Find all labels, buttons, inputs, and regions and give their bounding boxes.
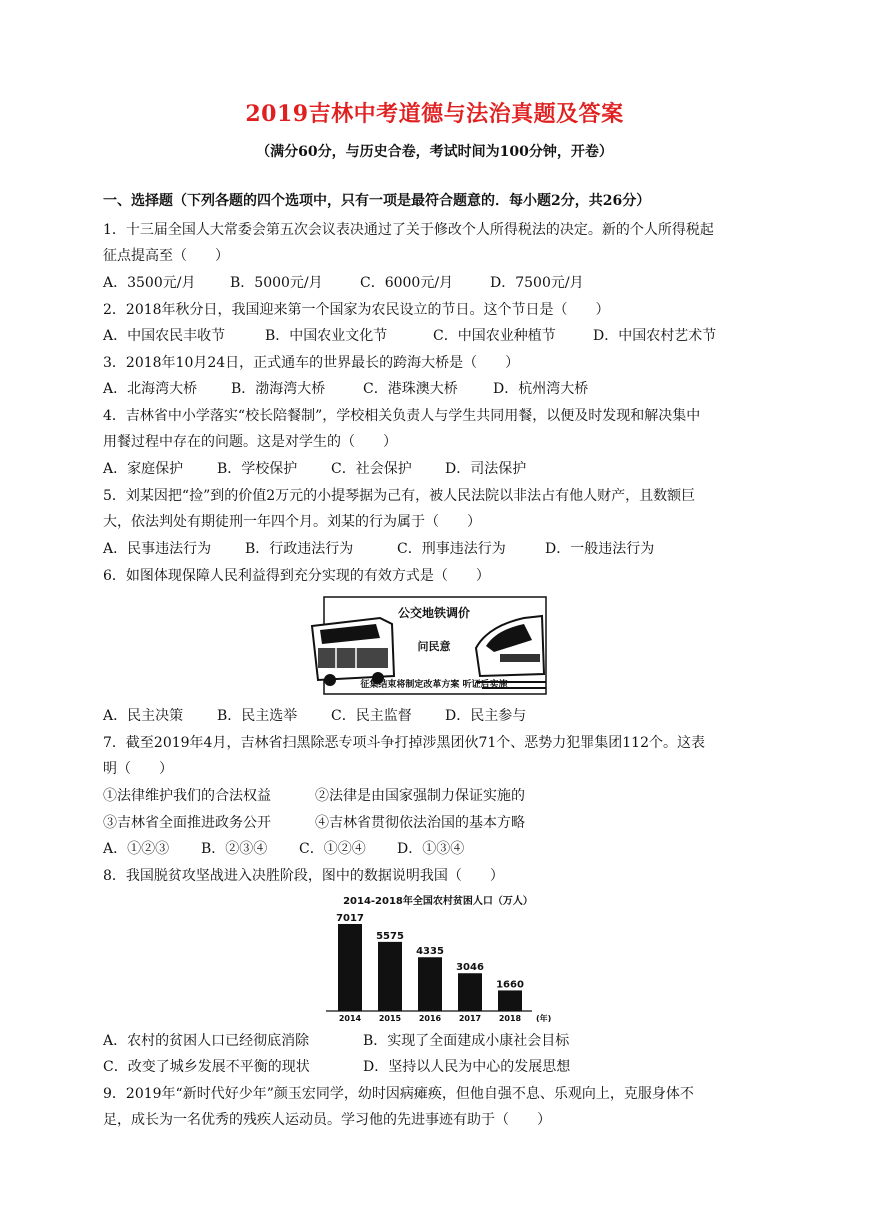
q5-option-c: C．刑事违法行为 [397,541,506,557]
q7-option-d: D．①③④ [397,841,465,857]
q4-option-a: A．家庭保护 [103,461,184,477]
q4-stem-line2: 用餐过程中存在的问题。这是对学生的（ ） [103,434,397,450]
q1-option-a: A．3500元/月 [103,275,196,291]
bar-2017 [458,973,482,1011]
q2-option-c: C．中国农业种植节 [433,328,556,344]
q6-figure-middle: 问民意 [417,640,451,653]
q1-option-d: D．7500元/月 [490,275,584,291]
q8-options-row1 [103,1032,569,1050]
category-label-2014: 2014 [338,1014,362,1022]
q7-options [103,840,464,858]
q8-option-d: D．坚持以人民为中心的发展思想 [363,1059,571,1075]
bus-illustration [312,618,394,686]
category-label-2015: 2015 [378,1014,402,1022]
page-title: 2019吉林中考道德与法治真题及答案 [245,101,624,127]
q2-option-b: B．中国农业文化节 [265,328,388,344]
q2-stem-line1: 2．2018年秋分日，我国迎来第一个国家为农民设立的节日。这个节日是（ ） [103,302,610,318]
q7-statement-3: ③吉林省全面推进政务公开 [103,815,271,831]
q3-option-c: C．港珠澳大桥 [363,381,458,397]
q8-chart [320,890,560,1022]
q1-stem-line2: 征点提高至（ ） [103,248,229,264]
q3-option-d: D．杭州湾大桥 [493,381,589,397]
q2-option-d: D．中国农村艺术节 [593,328,717,344]
q6-figure [310,596,548,698]
q3-stem-line1: 3．2018年10月24日，正式通车的世界最长的跨海大桥是（ ） [103,355,520,371]
q7-statement-2: ②法律是由国家强制力保证实施的 [315,788,525,804]
q5-option-a: A．民事违法行为 [103,541,212,557]
q7-statement-1: ①法律维护我们的合法权益 [103,788,271,804]
value-label-2017: 3046 [456,962,484,974]
q4-options [103,460,526,478]
bar-2014 [338,924,362,1011]
q4-option-b: B．学校保护 [217,461,298,477]
q8-option-b: B．实现了全面建成小康社会目标 [363,1033,570,1049]
bar-2015 [378,942,402,1011]
q9-stem-line1: 9．2019年“新时代好少年”颜玉宏同学，幼时因病瘫痪，但他自强不息、乐观向上，克服身体不 [103,1086,694,1102]
q8-option-c: C．改变了城乡发展不平衡的现状 [103,1059,310,1075]
value-label-2015: 5575 [376,930,404,942]
x-axis-unit: (年) [536,1014,552,1022]
q5-stem-line2: 大，依法判处有期徒刑一年四个月。刘某的行为属于（ ） [103,514,481,530]
q4-stem-line1: 4．吉林省中小学落实“校长陪餐制”，学校相关负责人与学生共同用餐，以便及时发现和解决集中 [103,408,701,424]
q6-option-a: A．民主决策 [103,708,184,724]
q5-option-d: D．一般违法行为 [545,541,655,557]
q6-options [103,707,526,725]
q8-options-row2 [103,1058,570,1076]
q6-stem-line1: 6．如图体现保障人民利益得到充分实现的有效方式是（ ） [103,568,490,584]
q9-stem-line2: 足，成长为一名优秀的残疾人运动员。学习他的先进事迹有助于（ ） [103,1112,551,1128]
q7-option-b: B．②③④ [201,841,268,857]
value-label-2018: 1660 [496,979,524,991]
q6-figure-footer: 征集结束将制定改革方案 听证后实施 [360,680,508,690]
q7-option-c: C．①②④ [299,841,366,857]
q3-option-a: A．北海湾大桥 [103,381,198,397]
q1-stem-line1: 1．十三届全国人大常委会第五次会议表决通过了关于修改个人所得税法的决定。新的个人所得税起 [103,222,714,238]
q6-option-d: D．民主参与 [445,708,527,724]
q2-option-a: A．中国农民丰收节 [103,328,226,344]
q6-figure-illustration [310,596,548,698]
q4-option-d: D．司法保护 [445,461,527,477]
q5-stem-line1: 5．刘某因把“捡”到的价值2万元的小提琴据为己有，被人民法院以非法占有他人财产，且数额巨 [103,488,696,504]
bar-2016 [418,957,442,1011]
category-label-2018: 2018 [498,1014,522,1022]
q2-options [103,327,716,345]
value-label-2016: 4335 [416,946,444,958]
q5-options [103,540,654,558]
q7-statements-row2 [103,814,525,832]
chart-title: 2014-2018年全国农村贫困人口（万人） [343,896,533,907]
bar-2018 [498,990,522,1011]
q4-option-c: C．社会保护 [331,461,412,477]
q3-option-b: B．渤海湾大桥 [231,381,326,397]
value-label-2014: 7017 [336,912,364,924]
q7-statements-row1 [103,787,525,805]
q5-option-b: B．行政违法行为 [245,541,354,557]
q7-option-a: A．①②③ [103,841,170,857]
q7-stem-line1: 7．截至2019年4月，吉林省扫黑除恶专项斗争打掉涉黑团伙71个、恶势力犯罪集团112个。这表 [103,735,705,751]
q1-option-b: B．5000元/月 [230,275,323,291]
category-label-2016: 2016 [418,1014,442,1022]
q1-options [103,274,584,292]
exam-info: （满分60分，与历史合卷，考试时间为100分钟，开卷） [256,144,613,160]
q6-option-c: C．民主监督 [331,708,412,724]
q6-figure-heading: 公交地铁调价 [397,606,471,620]
q1-option-c: C．6000元/月 [360,275,454,291]
q7-stem-line2: 明（ ） [103,761,173,777]
poverty-bar-chart [320,890,560,1022]
category-label-2017: 2017 [458,1014,482,1022]
q8-stem-line1: 8．我国脱贫攻坚战进入决胜阶段，图中的数据说明我国（ ） [103,868,504,884]
q8-option-a: A．农村的贫困人口已经彻底消除 [103,1033,310,1049]
q7-statement-4: ④吉林省贯彻依法治国的基本方略 [315,815,525,831]
section-heading: 一、选择题（下列各题的四个选项中，只有一项是最符合题意的．每小题2分，共26分） [103,193,651,209]
q3-options [103,380,588,398]
q6-option-b: B．民主选举 [217,708,298,724]
